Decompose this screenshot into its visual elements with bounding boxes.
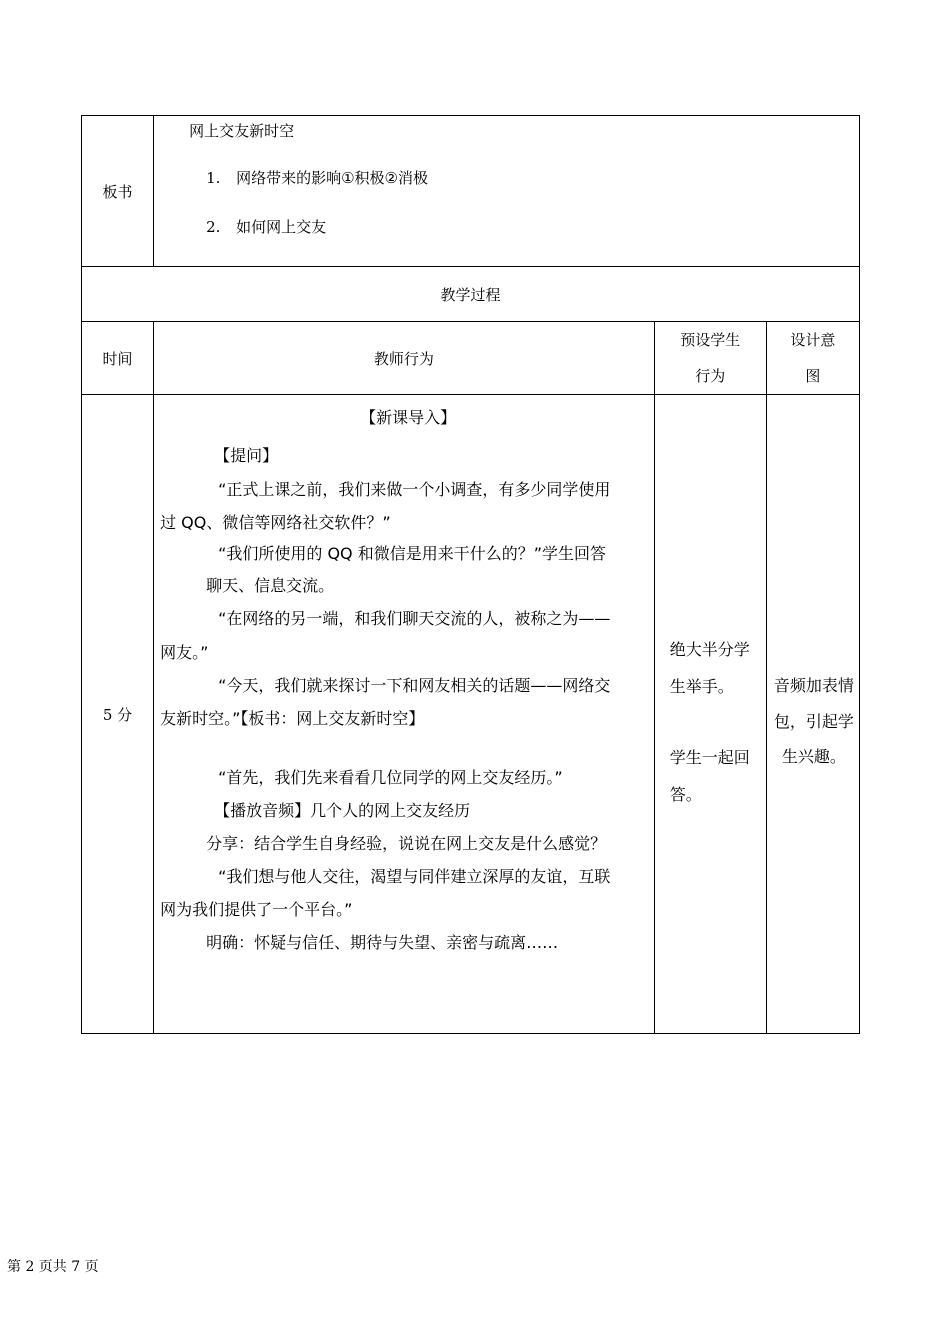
board-item-num: 2. [206, 218, 221, 236]
teacher-line: 聊天、信息交流。 [206, 576, 335, 595]
design-line: 包，引起学 [773, 712, 854, 731]
table-row [82, 395, 860, 1034]
header-teacher: 教师行为 [154, 322, 655, 395]
header-time: 时间 [82, 322, 154, 395]
header-student-line: 行为 [695, 367, 726, 385]
board-item-text: 如何网上交友 [236, 218, 327, 236]
design-cell [766, 395, 859, 1034]
header-design-line: 设计意 [790, 331, 836, 349]
teacher-line: 过 QQ、微信等网络社交软件？” [160, 513, 391, 532]
teacher-line: “首先，我们先来看看几位同学的网上交友经历。” [218, 768, 563, 787]
teacher-line: 【播放音频】几个人的网上交友经历 [214, 801, 471, 820]
process-title: 教学过程 [82, 267, 860, 322]
teacher-line: 【提问】 [214, 446, 279, 465]
time-value: 5 分 [102, 705, 133, 724]
header-design [766, 322, 859, 395]
teacher-line: 明确：怀疑与信任、期待与失望、亲密与疏离…… [206, 933, 559, 952]
teacher-line: “在网络的另一端，和我们聊天交流的人，被称之为—— [218, 609, 611, 628]
time-cell [82, 395, 154, 1034]
header-student-line: 预设学生 [680, 331, 741, 349]
page-footer: 第 2 页共 7 页 [7, 1259, 99, 1275]
design-line: 生兴趣。 [781, 747, 846, 766]
teacher-cell [154, 395, 655, 1034]
board-row [82, 116, 860, 267]
student-cell [654, 395, 766, 1034]
board-content [154, 116, 860, 267]
header-design-line: 图 [805, 367, 821, 385]
board-title: 网上交友新时空 [189, 122, 295, 140]
board-item-text: 网络带来的影响①积极②消极 [236, 169, 428, 187]
teacher-line: “我们想与他人交往，渴望与同伴建立深厚的友谊，互联 [218, 867, 611, 886]
section-heading: 【新课导入】 [360, 408, 457, 427]
header-student [654, 322, 766, 395]
lesson-plan-table [81, 115, 860, 1034]
teacher-line: “正式上课之前，我们来做一个小调查，有多少同学使用 [218, 480, 611, 499]
board-item-num: 1. [206, 169, 221, 187]
header-row [82, 322, 860, 395]
board-item [206, 167, 428, 188]
teacher-line: 网友。” [160, 643, 209, 662]
teacher-line: “我们所使用的 QQ 和微信是用来干什么的？”学生回答 [218, 544, 607, 563]
board-item [206, 216, 326, 237]
design-line: 音频加表情 [773, 676, 854, 695]
teacher-line: 网为我们提供了一个平台。” [160, 900, 353, 919]
student-line: 学生一起回 [669, 748, 750, 767]
board-label: 板书 [82, 116, 154, 267]
student-line: 绝大半分学 [669, 640, 750, 659]
teacher-line: 友新时空。”【板书：网上交友新时空】 [160, 709, 425, 728]
teacher-line: “今天，我们就来探讨一下和网友相关的话题——网络交 [218, 676, 611, 695]
student-line: 生举手。 [669, 677, 734, 696]
student-line: 答。 [669, 785, 702, 804]
process-title-row [82, 267, 860, 322]
teacher-line: 分享：结合学生自身经验，说说在网上交友是什么感觉？ [206, 834, 607, 853]
